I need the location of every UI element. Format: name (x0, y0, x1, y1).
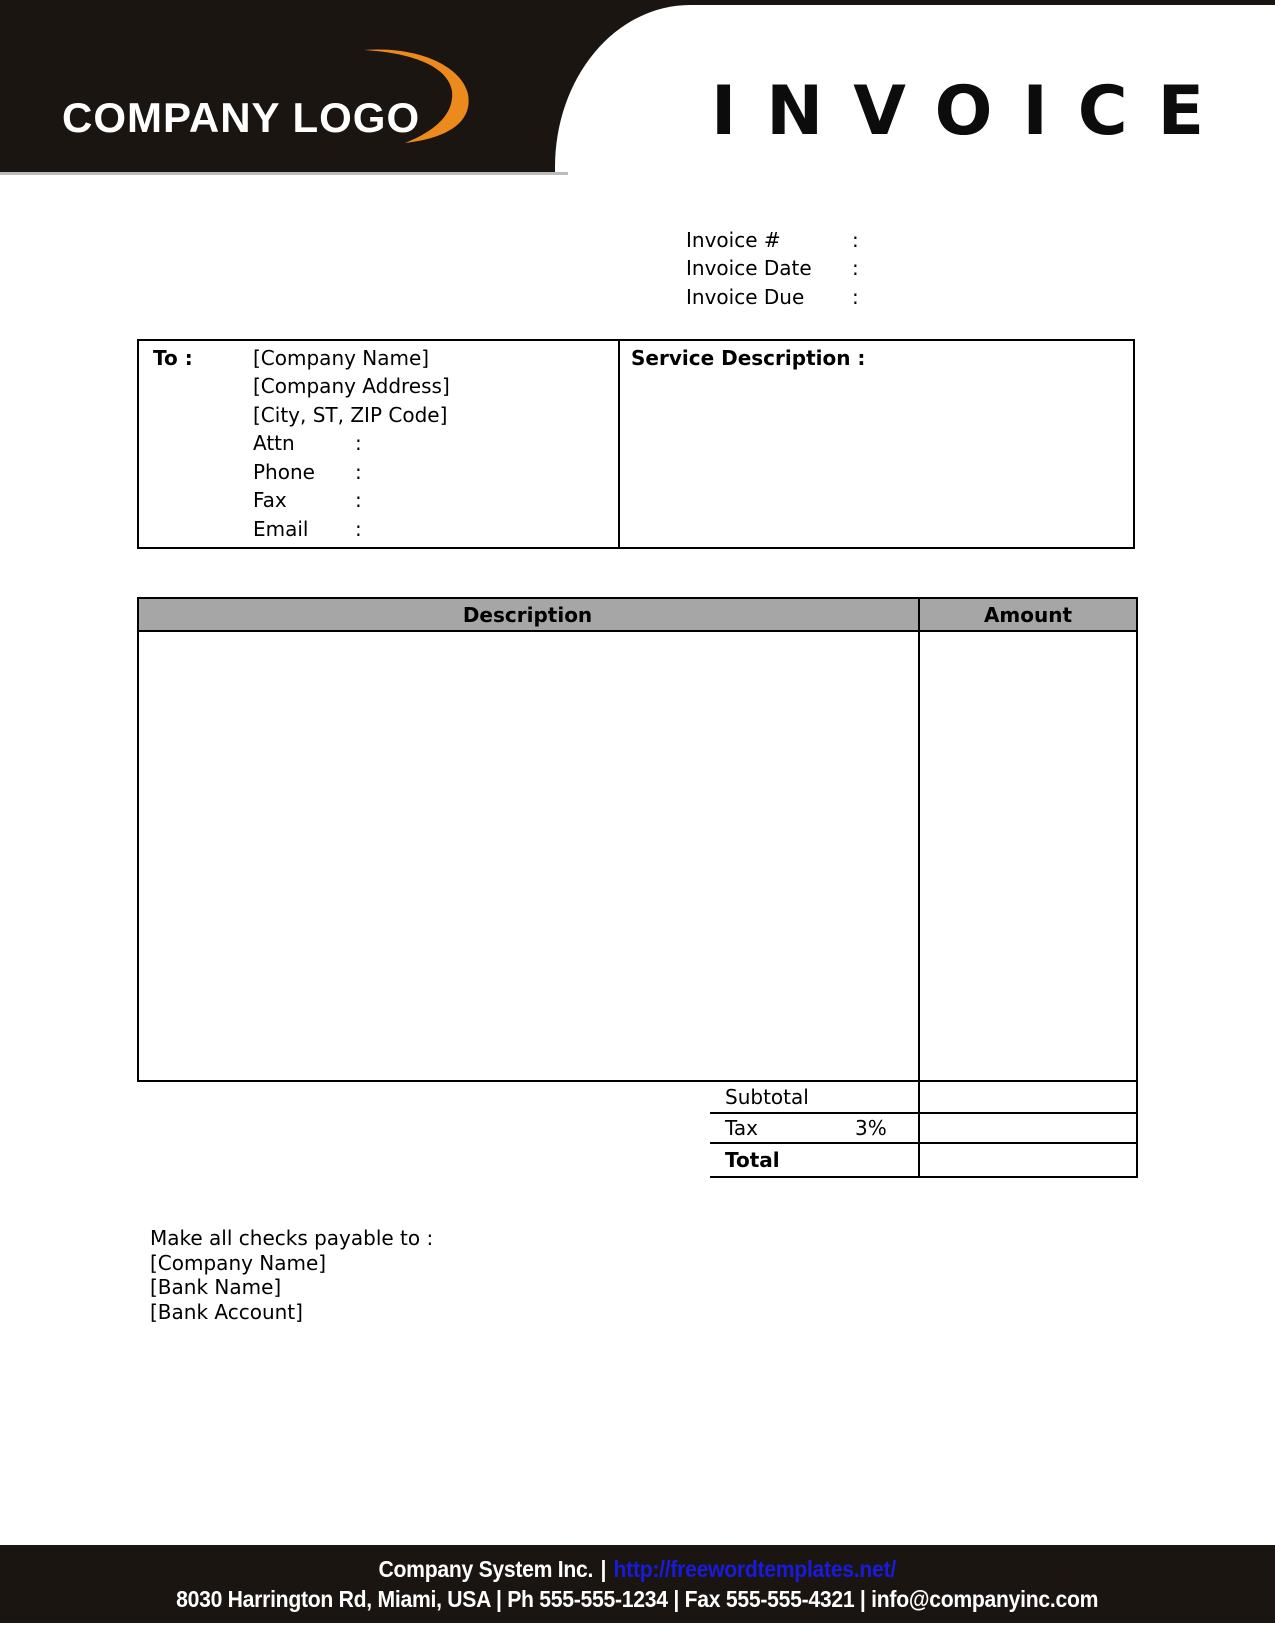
bill-to-box (137, 339, 1135, 549)
bill-to-box-divider (618, 341, 620, 547)
invoice-number-colon: : (852, 228, 859, 252)
to-label: To : (153, 346, 193, 370)
invoice-due-row (686, 283, 859, 311)
attn-colon: : (355, 431, 362, 455)
payable-bank-account: [Bank Account] (150, 1300, 303, 1325)
phone-colon: : (355, 460, 362, 484)
invoice-title: INVOICE (711, 72, 1235, 151)
invoice-number-row (686, 226, 859, 254)
footer-company-name: Company System Inc. (378, 1556, 594, 1582)
invoice-meta (686, 226, 859, 311)
footer-address: 8030 Harrington Rd, Miami, USA | Ph 555-555-1234 | Fax 555-555-4321 | info@companyinc.com (176, 1586, 1099, 1612)
payable-instruction: Make all checks payable to : (150, 1226, 434, 1250)
footer-line-2 (0, 1584, 1275, 1614)
invoice-number-label: Invoice # (686, 228, 781, 252)
invoice-due-colon: : (852, 284, 859, 309)
to-company-name: [Company Name] (253, 346, 430, 370)
email-label: Email (253, 517, 309, 541)
table-column-divider (918, 597, 920, 1178)
invoice-date-colon: : (852, 256, 859, 281)
page-footer (0, 1545, 1275, 1623)
to-company-address: [Company Address] (253, 374, 450, 398)
table-border-tax-bottom (710, 1142, 1138, 1144)
payable-bank-name: [Bank Name] (150, 1275, 282, 1300)
column-header-description: Description (462, 603, 593, 627)
footer-website-link[interactable]: http://freewordtemplates.net/ (613, 1556, 897, 1582)
table-border-body-bottom (137, 1080, 1138, 1082)
header-shadow-line (0, 172, 568, 175)
to-company-city: [City, ST, ZIP Code] (253, 403, 448, 427)
page-header (0, 0, 1275, 172)
header-white-curve (555, 5, 1275, 173)
invoice-date-label: Invoice Date (686, 256, 812, 281)
phone-label: Phone (253, 460, 315, 484)
logo-swoosh-icon (350, 42, 472, 148)
invoice-date-row (686, 254, 859, 282)
items-table (137, 597, 1138, 1178)
footer-line-1 (0, 1545, 1275, 1584)
payable-section (150, 1226, 433, 1325)
payable-company-name: [Company Name] (150, 1250, 327, 1275)
service-description-label: Service Description : (631, 346, 866, 370)
attn-label: Attn (253, 431, 295, 455)
table-border-header-bottom (137, 630, 1138, 632)
table-border-total-bottom (710, 1176, 1138, 1178)
column-header-amount: Amount (983, 603, 1073, 627)
subtotal-label: Subtotal (725, 1085, 809, 1109)
table-border-left (137, 597, 139, 1082)
total-label: Total (725, 1148, 780, 1172)
invoice-due-label: Invoice Due (686, 284, 805, 309)
footer-separator: | (600, 1556, 607, 1582)
fax-label: Fax (253, 488, 287, 512)
fax-colon: : (355, 488, 362, 512)
table-border-subtotal-bottom (710, 1112, 1138, 1114)
table-border-right (1136, 597, 1138, 1178)
email-colon: : (355, 517, 362, 541)
tax-label: Tax (725, 1116, 758, 1140)
company-logo-text: COMPANY LOGO (62, 94, 421, 141)
table-border-top (137, 597, 1138, 599)
tax-rate: 3% (855, 1116, 887, 1140)
